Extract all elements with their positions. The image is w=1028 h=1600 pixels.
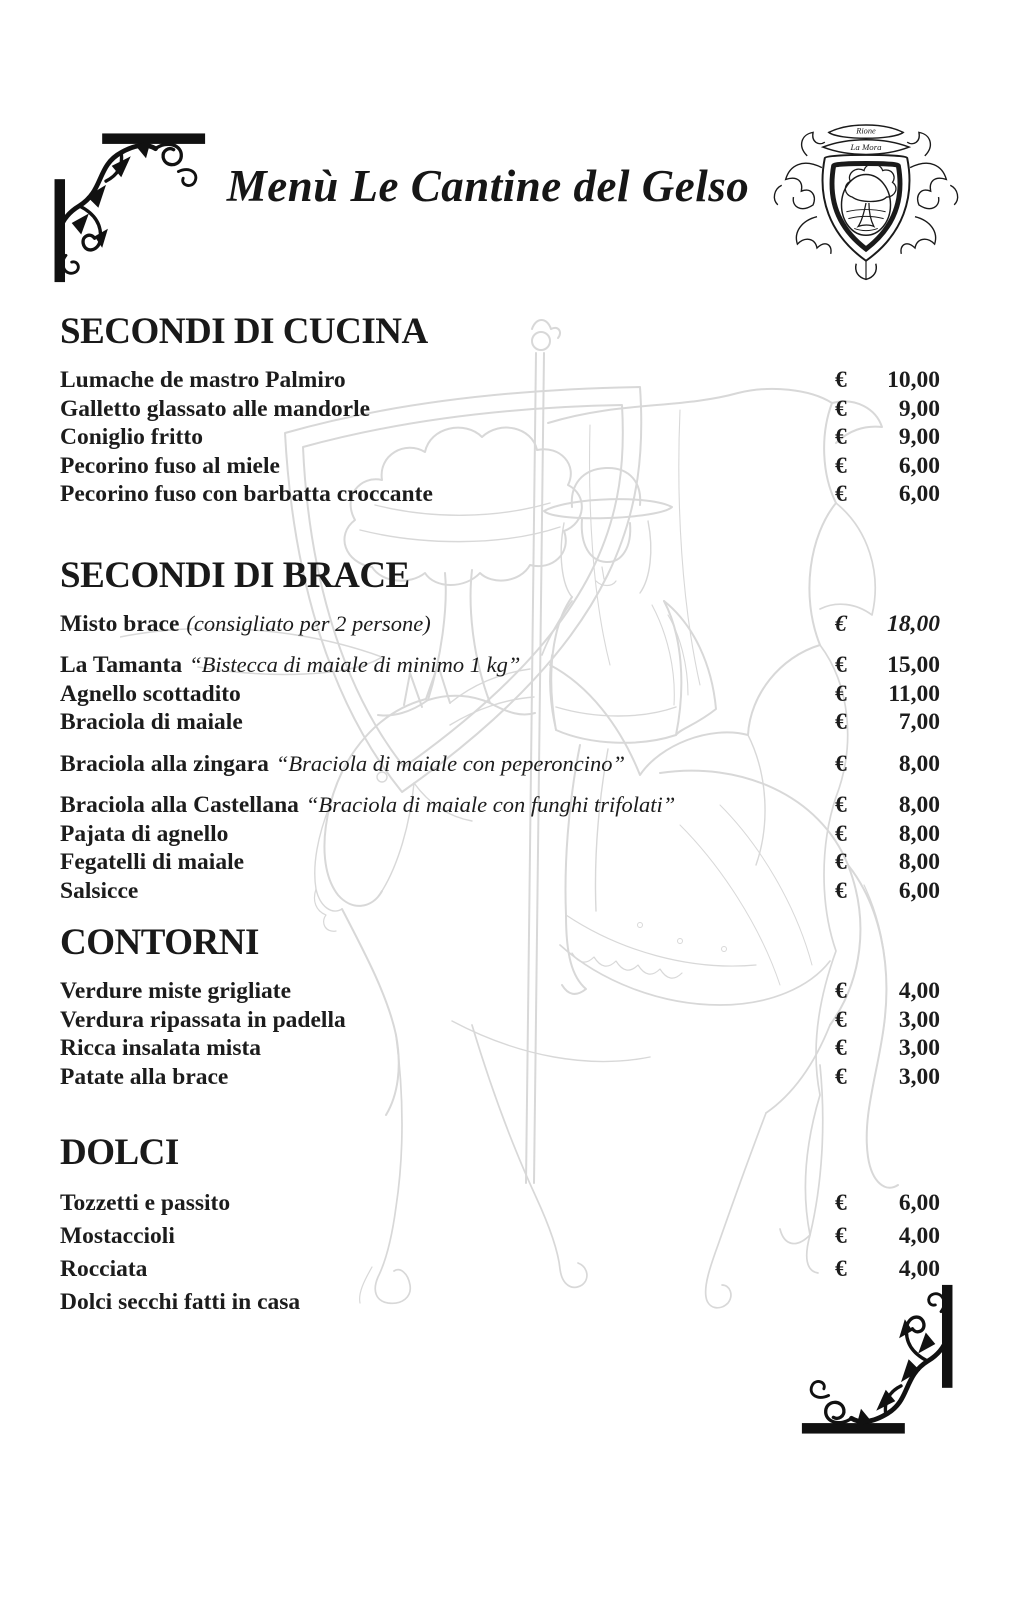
item-name: Verdure miste grigliate (60, 978, 292, 1004)
menu-item-row (60, 610, 940, 639)
item-name: Galletto glassato alle mandorle (60, 395, 371, 422)
item-price: 9,00 (898, 424, 940, 450)
currency-symbol: € (835, 610, 847, 637)
currency-symbol: € (835, 1006, 847, 1033)
section-items (60, 977, 940, 1091)
item-name: Ricca insalata mista (60, 1035, 262, 1061)
item-price: 15,00 (887, 652, 940, 678)
menu-item-row (60, 366, 940, 395)
item-name: Pecorino fuso con barbatta croccante (60, 481, 433, 507)
currency-symbol: € (835, 395, 847, 422)
menu-item-row (60, 820, 940, 849)
menu-item-row (60, 480, 940, 509)
currency-symbol: € (835, 481, 847, 507)
currency-symbol: € (835, 820, 847, 847)
item-price: 4,00 (898, 978, 940, 1004)
currency-symbol: € (835, 1035, 847, 1061)
item-price: 8,00 (898, 820, 940, 847)
item-name: La Tamanta (60, 652, 183, 678)
item-note: (consigliato per 2 persone) (186, 610, 431, 636)
currency-symbol: € (835, 750, 847, 777)
item-note: “Braciola di maiale con peperoncino” (275, 750, 625, 776)
item-price: 8,00 (898, 792, 940, 818)
item-name: Patate alla brace (60, 1063, 229, 1090)
menu-item-row (60, 423, 940, 452)
item-name: Pajata di agnello (60, 820, 229, 847)
currency-symbol: € (835, 1190, 847, 1216)
currency-symbol: € (835, 424, 847, 450)
item-price: 8,00 (898, 750, 940, 777)
menu-item-row (60, 1063, 940, 1092)
item-name: Coniglio fritto (60, 424, 203, 450)
currency-symbol: € (835, 1223, 847, 1249)
menu-item-row (60, 651, 940, 680)
menu-item-row (60, 750, 940, 779)
item-price: 4,00 (898, 1223, 940, 1249)
menu-item-row (60, 452, 940, 481)
menu-item-row (60, 1220, 940, 1253)
item-name: Salsicce (60, 877, 139, 904)
item-name: Lumache de mastro Palmiro (60, 367, 346, 393)
item-price: 6,00 (898, 481, 940, 507)
currency-symbol: € (835, 1256, 847, 1282)
item-name: Dolci secchi fatti in casa (60, 1289, 301, 1315)
section-items (60, 366, 940, 509)
menu-item-row (60, 1034, 940, 1063)
item-price: 6,00 (898, 877, 940, 904)
menu-item-row (60, 1187, 940, 1220)
item-name: Rocciata (60, 1256, 148, 1282)
menu-item-row (60, 877, 940, 906)
menu-item-row (60, 708, 940, 737)
rione-la-mora-crest (768, 116, 964, 284)
currency-symbol: € (835, 1063, 847, 1090)
item-note: “Braciola di maiale con funghi trifolati” (305, 792, 676, 817)
menu-item-row (60, 791, 940, 820)
section-secondi-di-cucina (60, 312, 940, 509)
item-name: Fegatelli di maiale (60, 849, 245, 875)
item-price: 8,00 (898, 849, 940, 875)
currency-symbol: € (835, 792, 847, 818)
top-left-vine-flourish-icon (45, 122, 207, 284)
currency-symbol: € (835, 652, 847, 678)
item-price: 11,00 (888, 680, 940, 707)
item-price: 3,00 (898, 1063, 940, 1090)
currency-symbol: € (835, 978, 847, 1004)
menu-item-row (60, 848, 940, 877)
item-price: 3,00 (898, 1035, 940, 1061)
item-price: 9,00 (898, 395, 940, 422)
currency-symbol: € (835, 367, 847, 393)
currency-symbol: € (835, 877, 847, 904)
menu-item-row (60, 1253, 940, 1286)
section-heading: SECONDI DI CUCINA (60, 311, 428, 352)
currency-symbol: € (835, 452, 847, 479)
item-name: Braciola di maiale (60, 709, 243, 735)
menu-item-row (60, 977, 940, 1006)
item-name: Verdura ripassata in padella (60, 1006, 346, 1033)
section-secondi-di-brace (60, 556, 940, 906)
item-name: Agnello scottadito (60, 680, 241, 707)
section-contorni (60, 923, 940, 1091)
item-name: Mostaccioli (60, 1223, 175, 1249)
item-price: 6,00 (898, 1190, 940, 1216)
bottom-right-vine-flourish-icon (800, 1283, 962, 1445)
item-name: Tozzetti e passito (60, 1190, 231, 1216)
item-price: 7,00 (898, 709, 940, 735)
currency-symbol: € (835, 709, 847, 735)
item-note: “Bistecca di maiale di minimo 1 kg” (189, 652, 521, 677)
section-heading: CONTORNI (60, 922, 259, 963)
item-price: 6,00 (898, 452, 940, 479)
menu-item-row (60, 1006, 940, 1035)
section-heading: DOLCI (60, 1132, 179, 1173)
item-name: Braciola alla zingara (60, 750, 269, 777)
item-price: 4,00 (898, 1256, 940, 1282)
section-items (60, 610, 940, 906)
menu-content (60, 312, 940, 1319)
item-price: 10,00 (887, 367, 940, 393)
crest-banner-line2: La Mora (850, 142, 882, 153)
item-price: 3,00 (898, 1006, 940, 1033)
currency-symbol: € (835, 680, 847, 707)
item-name: Pecorino fuso al miele (60, 452, 280, 479)
item-name: Braciola alla Castellana (60, 792, 299, 818)
item-name: Misto brace (60, 610, 180, 637)
menu-item-row (60, 395, 940, 424)
page-title: Menù Le Cantine del Gelso (226, 161, 750, 211)
menu-item-row (60, 680, 940, 709)
currency-symbol: € (835, 849, 847, 875)
section-heading: SECONDI DI BRACE (60, 554, 410, 596)
item-price: 18,00 (887, 610, 940, 637)
crest-banner-line1: Rione (856, 126, 876, 136)
